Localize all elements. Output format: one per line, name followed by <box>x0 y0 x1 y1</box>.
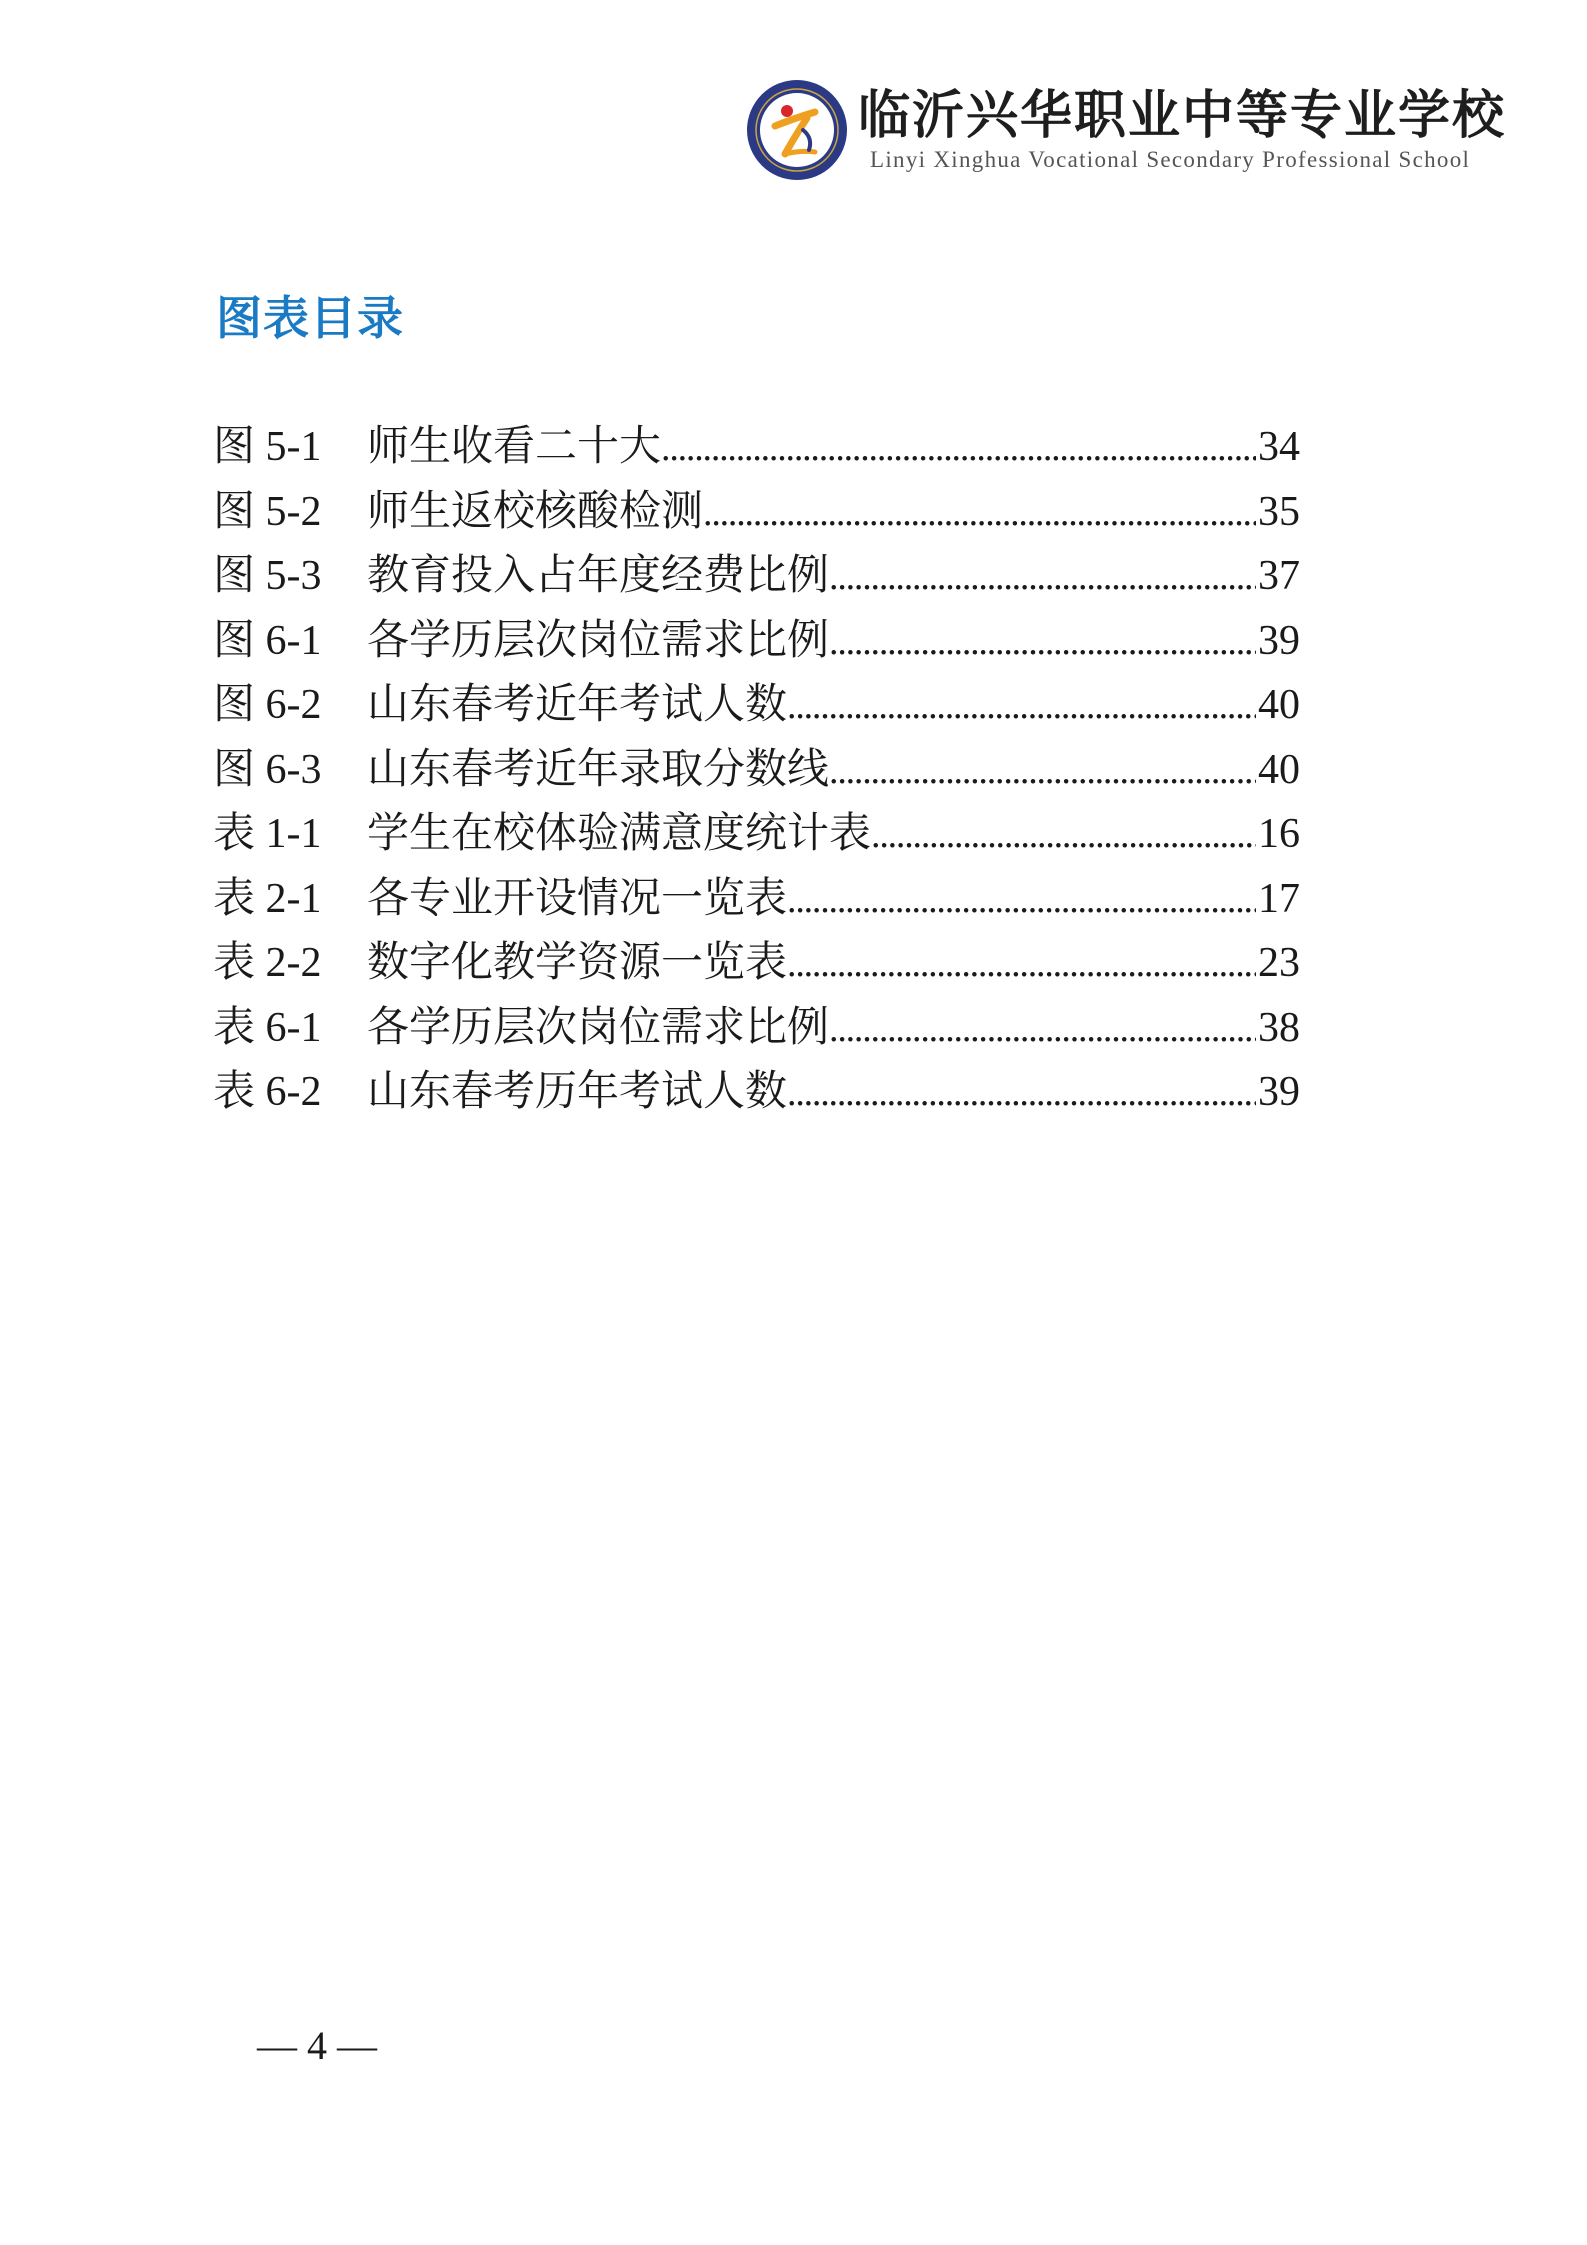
toc-entry-title: 各专业开设情况一览表 <box>367 875 788 922</box>
school-emblem-icon <box>745 78 849 182</box>
page-number: — 4 — <box>257 2023 377 2068</box>
toc-entry-label: 图 6-1 <box>213 617 322 664</box>
toc-entry-label: 表 1-1 <box>213 811 322 857</box>
toc-entry <box>213 738 1300 803</box>
toc-entry <box>213 480 1300 545</box>
toc-entry <box>213 609 1300 674</box>
toc-entry-label: 表 2-2 <box>213 940 322 986</box>
toc-entry-title: 数字化教学资源一览表 <box>367 940 788 986</box>
school-name-en: Linyi Xinghua Vocational Secondary Professional School <box>870 147 1471 172</box>
toc-entry-label: 图 6-3 <box>213 746 322 793</box>
toc-entry-label: 图 5-3 <box>213 553 322 599</box>
toc-entry <box>213 544 1300 609</box>
toc-entry-title: 山东春考历年考试人数 <box>367 1069 788 1115</box>
toc-entry-label: 图 6-2 <box>213 682 322 728</box>
toc-entry-page: 35 <box>1258 488 1300 535</box>
toc-entry <box>213 415 1300 480</box>
page-title: 图表目录 <box>216 292 404 344</box>
toc-entry <box>213 867 1300 932</box>
toc-entry-leader <box>787 1061 1256 1126</box>
toc-entry-label: 表 2-1 <box>213 875 322 922</box>
toc-entry-title: 师生收看二十大 <box>367 424 662 470</box>
toc-entry-title: 山东春考近年录取分数线 <box>367 746 830 793</box>
toc-entry-label: 表 6-2 <box>213 1069 322 1115</box>
toc-entry <box>213 673 1300 738</box>
toc-entry-page: 39 <box>1258 1069 1300 1115</box>
toc-entry <box>213 1060 1300 1125</box>
toc-entry <box>213 931 1300 996</box>
toc-entry-leader <box>787 932 1256 997</box>
toc-entry-leader <box>703 481 1256 546</box>
toc-entry-leader <box>787 674 1256 739</box>
toc-entry-leader <box>871 803 1256 868</box>
toc-entry-page: 34 <box>1258 424 1300 470</box>
toc-entry-title: 山东春考近年考试人数 <box>367 682 788 728</box>
toc-entry-label: 图 5-1 <box>213 424 322 470</box>
toc-entry-page: 38 <box>1258 1004 1300 1051</box>
toc-entry-page: 37 <box>1258 553 1300 599</box>
figure-table-list <box>213 415 1300 1125</box>
toc-entry <box>213 996 1300 1061</box>
toc-entry-page: 40 <box>1258 682 1300 728</box>
toc-entry <box>213 802 1300 867</box>
toc-entry-title: 教育投入占年度经费比例 <box>367 553 830 599</box>
toc-entry-leader <box>829 610 1256 675</box>
toc-entry-title: 各学历层次岗位需求比例 <box>367 617 830 664</box>
toc-entry-leader <box>829 545 1256 610</box>
toc-entry-leader <box>661 416 1256 481</box>
toc-entry-page: 39 <box>1258 617 1300 664</box>
toc-entry-page: 40 <box>1258 746 1300 793</box>
toc-entry-label: 图 5-2 <box>213 488 322 535</box>
toc-entry-label: 表 6-1 <box>213 1004 322 1051</box>
toc-entry-leader <box>829 997 1256 1062</box>
toc-entry-page: 16 <box>1258 811 1300 857</box>
school-name-cn: 临沂兴华职业中等专业学校 <box>858 85 1507 146</box>
toc-entry-leader <box>787 868 1256 933</box>
toc-entry-title: 学生在校体验满意度统计表 <box>367 811 872 857</box>
toc-entry-page: 17 <box>1258 875 1300 922</box>
toc-entry-title: 各学历层次岗位需求比例 <box>367 1004 830 1051</box>
toc-entry-title: 师生返校核酸检测 <box>367 488 704 535</box>
toc-entry-leader <box>829 739 1256 804</box>
toc-entry-page: 23 <box>1258 940 1300 986</box>
